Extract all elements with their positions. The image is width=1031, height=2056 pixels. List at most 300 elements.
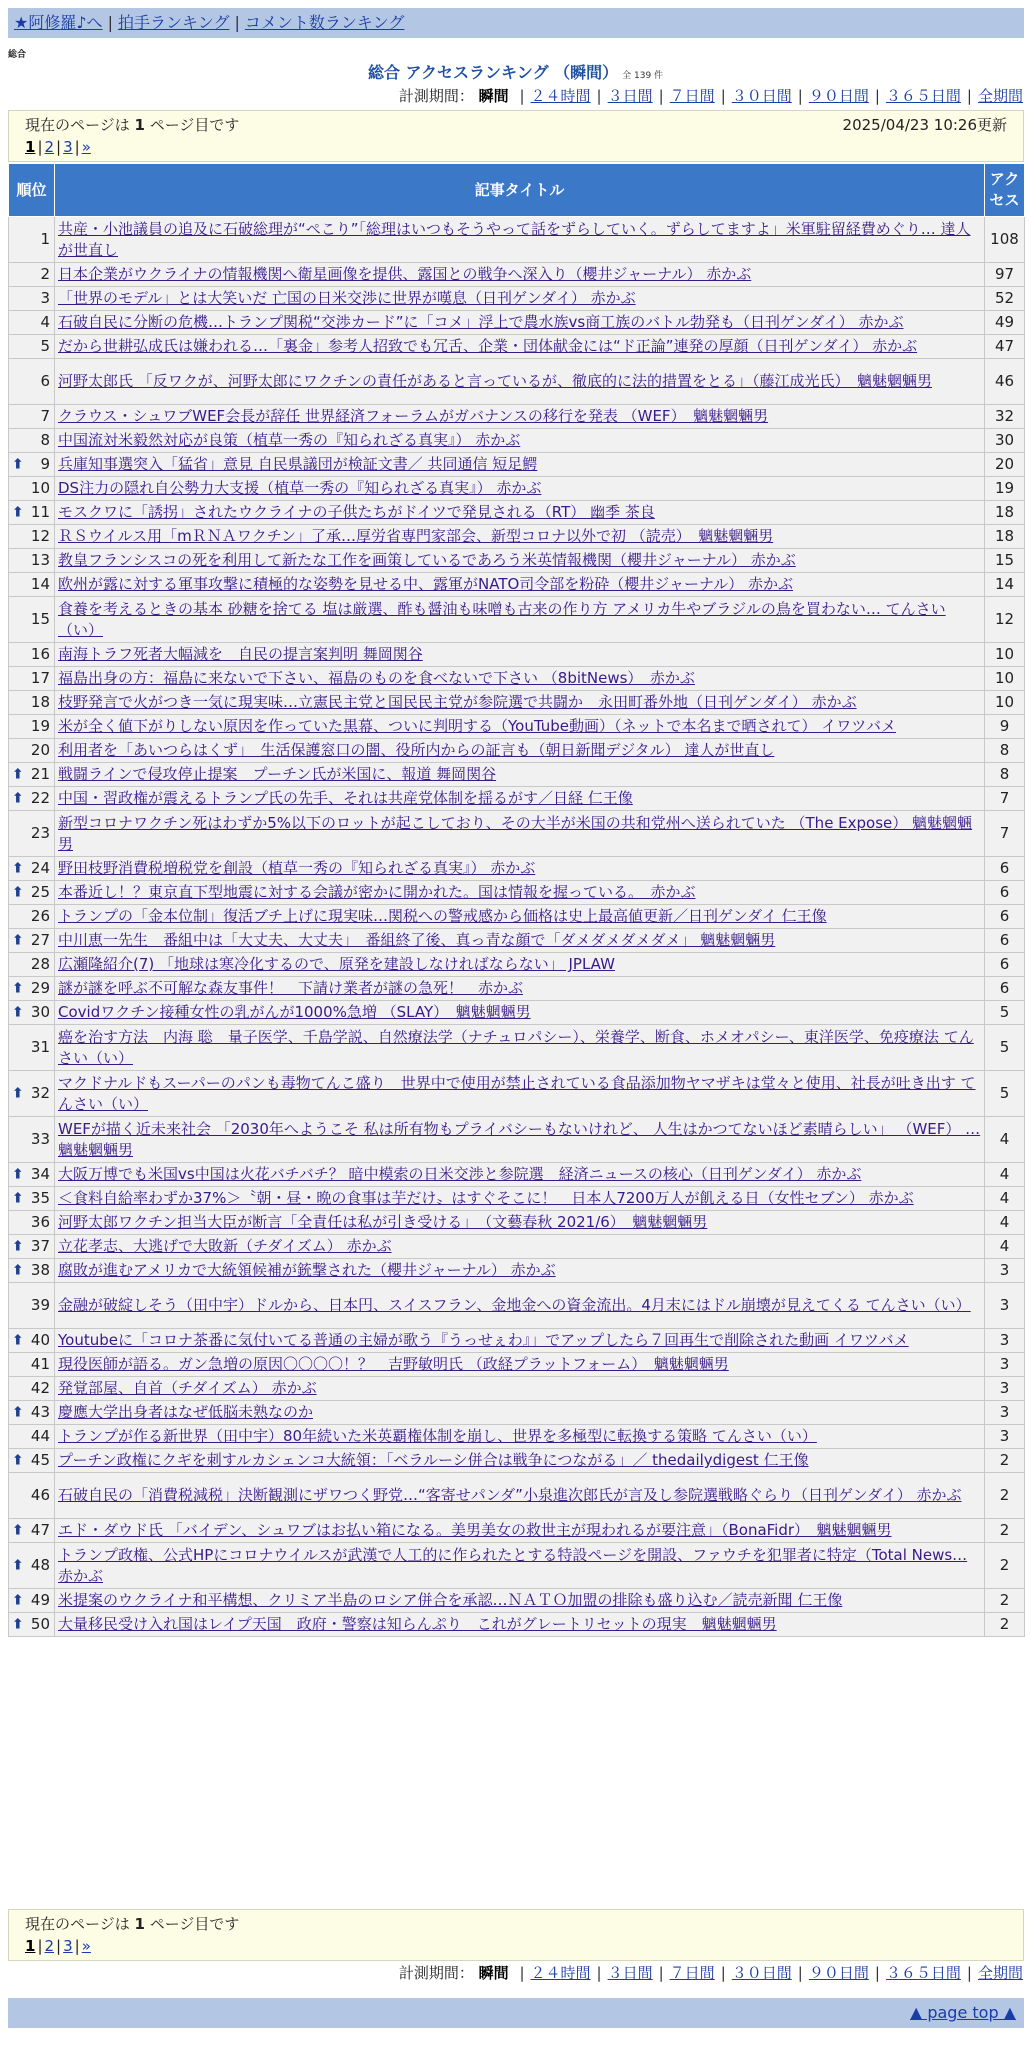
title-cell bbox=[55, 573, 985, 597]
rank-cell bbox=[9, 287, 55, 311]
article-title-link[interactable]: 教皇フランシスコの死を利用して新たな工作を画策しているであろう米英情報機関（櫻井ジャーナル） 赤かぶ bbox=[58, 551, 796, 569]
rank-cell bbox=[9, 1473, 55, 1519]
rank-cell bbox=[9, 311, 55, 335]
page-link[interactable]: 2 bbox=[44, 138, 55, 156]
article-title-link[interactable]: マクドナルドもスーパーのパンも毒物てんこ盛り 世界中で使用が禁止されている食品添加物ヤマザキは堂々と使用、社長が吐き出す てんさい（い） bbox=[58, 1073, 976, 1113]
rank-cell bbox=[9, 217, 55, 263]
rank-cell bbox=[9, 977, 55, 1001]
arrow-up-icon: ⬆ bbox=[12, 932, 24, 948]
table-row bbox=[9, 1259, 1025, 1283]
article-title-link[interactable]: 共産・小池議員の追及に石破総理が“ぺこり”「総理はいつもそうやって話をずらしていく。ずらしてますよ」米軍駐留経費めぐり… 達人が世直し bbox=[58, 219, 971, 259]
article-title-link[interactable]: エド・ダウド氏 「バイデン、シュワブはお払い箱になる。美男美女の救世主が現われるが要注意」（BonaFidr） 魑魅魍魎男 bbox=[58, 1521, 892, 1539]
rank-number: 8 bbox=[40, 431, 50, 449]
access-count: 7 bbox=[985, 811, 1025, 857]
table-row bbox=[9, 667, 1025, 691]
page-top-link[interactable]: ▲ page top ▲ bbox=[909, 2003, 1016, 2022]
access-count: 10 bbox=[985, 643, 1025, 667]
article-title-link[interactable]: 腐敗が進むアメリカで大統領候補が銃撃された（櫻井ジャーナル） 赤かぶ bbox=[58, 1261, 556, 1279]
access-count: 5 bbox=[985, 1025, 1025, 1071]
rank-number: 13 bbox=[30, 551, 50, 569]
title-cell bbox=[55, 1071, 985, 1117]
rank-cell bbox=[9, 501, 55, 525]
rank-cell bbox=[9, 715, 55, 739]
access-count: 18 bbox=[985, 525, 1025, 549]
period-link[interactable]: ９０日間 bbox=[808, 1964, 869, 1982]
pager-bottom bbox=[8, 1909, 1024, 1961]
rank-cell bbox=[9, 1001, 55, 1025]
title-cell bbox=[55, 477, 985, 501]
article-title-link[interactable]: 「世界のモデル」とは大笑いだ 亡国の日米交渉に世界が嘆息（日刊ゲンダイ） 赤かぶ bbox=[58, 289, 636, 307]
rank-number: 12 bbox=[30, 527, 50, 545]
current-page: 1 bbox=[25, 138, 36, 156]
article-title-link[interactable]: 本番近し！？東京直下型地震に対する会議が密かに開かれた。国は情報を握っている。 赤かぶ bbox=[58, 883, 696, 901]
article-title-link[interactable]: 広瀬隆紹介(7) 「地球は寒冷化するので、原発を建設しなければならない」 JPLAW bbox=[58, 955, 615, 973]
rank-cell bbox=[9, 453, 55, 477]
table-row bbox=[9, 787, 1025, 811]
period-link[interactable]: ７日間 bbox=[669, 1964, 715, 1982]
table-row bbox=[9, 953, 1025, 977]
access-count: 19 bbox=[985, 477, 1025, 501]
period-separator: | bbox=[596, 1964, 602, 1982]
rank-cell bbox=[9, 763, 55, 787]
table-row bbox=[9, 739, 1025, 763]
page-separator: | bbox=[74, 1937, 80, 1955]
article-title-link[interactable]: 日本企業がウクライナの情報機関へ衛星画像を提供、露国との戦争へ深入り（櫻井ジャーナル） 赤かぶ bbox=[58, 265, 752, 283]
rank-number: 24 bbox=[30, 859, 50, 877]
access-count: 5 bbox=[985, 1071, 1025, 1117]
bottom-bar bbox=[8, 1998, 1024, 2028]
arrow-up-icon: ⬆ bbox=[12, 860, 24, 876]
page-link[interactable]: 3 bbox=[63, 138, 73, 156]
article-title-link[interactable]: Covidワクチン接種女性の乳がんが1000%急増 （SLAY） 魑魅魍魎男 bbox=[58, 1003, 531, 1021]
article-title-link[interactable]: 立花孝志、大逃げで大敗新（チダイズム） 赤かぶ bbox=[58, 1237, 392, 1255]
access-count: 8 bbox=[985, 739, 1025, 763]
article-title-link[interactable]: 中川恵一先生 番組中は「大丈夫、大丈夫」 番組終了後、真っ青な顔で「ダメダメダメダメ」 魑魅魍魎男 bbox=[58, 931, 776, 949]
article-title-link[interactable]: 福島出身の方：福島に来ないで下さい、福島のものを食べないで下さい （8bitNews） 赤かぶ bbox=[58, 669, 695, 687]
rank-number: 33 bbox=[30, 1130, 50, 1148]
table-row bbox=[9, 643, 1025, 667]
article-title-link[interactable]: プーチン政権にクギを刺すルカシェンコ大統領：「ベラルーシ併合は戦争につながる」／ thedailydigest 仁王像 bbox=[58, 1451, 809, 1469]
period-separator: | bbox=[966, 1964, 972, 1982]
title-cell bbox=[55, 429, 985, 453]
rank-cell bbox=[9, 1187, 55, 1211]
period-link[interactable]: ３日間 bbox=[607, 87, 653, 105]
period-separator: | bbox=[720, 1964, 726, 1982]
rank-number: 18 bbox=[30, 693, 50, 711]
rank-number: 19 bbox=[30, 717, 50, 735]
rank-number: 29 bbox=[30, 979, 50, 997]
access-count: 2 bbox=[985, 1589, 1025, 1613]
title-cell bbox=[55, 881, 985, 905]
table-row bbox=[9, 1589, 1025, 1613]
access-count: 108 bbox=[985, 217, 1025, 263]
rank-number: 14 bbox=[30, 575, 50, 593]
title-cell bbox=[55, 977, 985, 1001]
rank-number: 44 bbox=[30, 1427, 50, 1445]
title-cell bbox=[55, 691, 985, 715]
table-row bbox=[9, 335, 1025, 359]
article-title-link[interactable]: Youtubeに「コロナ茶番に気付いてる普通の主婦が歌う『うっせぇわ』」でアップしたら７回再生で削除された動画 イワツバメ bbox=[58, 1331, 909, 1349]
page-link[interactable]: 2 bbox=[44, 1937, 55, 1955]
access-count: 12 bbox=[985, 597, 1025, 643]
title-cell bbox=[55, 1259, 985, 1283]
rank-number: 7 bbox=[40, 407, 50, 425]
access-count: 4 bbox=[985, 1117, 1025, 1163]
title-cell bbox=[55, 1473, 985, 1519]
arrow-up-icon: ⬆ bbox=[12, 1452, 24, 1468]
table-row bbox=[9, 429, 1025, 453]
title-cell bbox=[55, 1613, 985, 1637]
table-row bbox=[9, 1519, 1025, 1543]
article-title-link[interactable]: 癌を治す方法 内海 聡 量子医学、千島学説、自然療法学（ナチュロパシー）、栄養学、断食、ホメオパシー、東洋医学、免疫療法 てんさい（い） bbox=[58, 1027, 974, 1067]
table-row bbox=[9, 1449, 1025, 1473]
top-nav-bar bbox=[8, 8, 1024, 38]
access-count: 3 bbox=[985, 1283, 1025, 1329]
rank-number: 48 bbox=[30, 1556, 50, 1574]
table-row bbox=[9, 453, 1025, 477]
title-cell bbox=[55, 217, 985, 263]
table-row bbox=[9, 1283, 1025, 1329]
period-link[interactable]: ３０日間 bbox=[731, 87, 792, 105]
title-cell bbox=[55, 1401, 985, 1425]
title-cell bbox=[55, 1211, 985, 1235]
period-separator: | bbox=[966, 87, 972, 105]
next-page-link[interactable]: » bbox=[81, 1937, 91, 1955]
article-title-link[interactable]: DS注力の隠れ自公勢力大支援（植草一秀の『知られざる真実』） 赤かぶ bbox=[58, 479, 542, 497]
access-count: 46 bbox=[985, 359, 1025, 405]
rank-cell bbox=[9, 929, 55, 953]
article-title-link[interactable]: 大量移民受け入れ国はレイプ天国 政府・警察は知らんぷり これがグレートリセットの現実 魑魅魍魎男 bbox=[58, 1615, 777, 1633]
title-cell bbox=[55, 1589, 985, 1613]
access-count: 4 bbox=[985, 1235, 1025, 1259]
rank-number: 45 bbox=[30, 1451, 50, 1469]
table-row bbox=[9, 715, 1025, 739]
arrow-up-icon: ⬆ bbox=[12, 790, 24, 806]
table-row bbox=[9, 573, 1025, 597]
table-row bbox=[9, 405, 1025, 429]
article-title-link[interactable]: 米が全く値下がりしない原因を作っていた黒幕、ついに判明する（YouTube動画）（ネットで本名まで晒されて） イワツバメ bbox=[58, 717, 896, 735]
nav-separator: | bbox=[107, 13, 113, 32]
rank-number: 3 bbox=[40, 289, 50, 307]
article-title-link[interactable]: 利用者を「あいつらはくず」 生活保護窓口の闇、役所内からの証言も（朝日新聞デジタル） 達人が世直し bbox=[58, 741, 775, 759]
rank-cell bbox=[9, 1425, 55, 1449]
table-header-row bbox=[9, 164, 1025, 217]
arrow-up-icon: ⬆ bbox=[12, 1332, 24, 1348]
rank-cell bbox=[9, 905, 55, 929]
title-cell bbox=[55, 667, 985, 691]
article-title-link[interactable]: 河野太郎ワクチン担当大臣が断言「全責任は私が引き受ける」 （文藝春秋 2021/6） 魑魅魍魎男 bbox=[58, 1213, 708, 1231]
title-cell bbox=[55, 1449, 985, 1473]
rank-number: 35 bbox=[30, 1189, 50, 1207]
rank-number: 26 bbox=[30, 907, 50, 925]
table-row bbox=[9, 977, 1025, 1001]
rank-cell bbox=[9, 1259, 55, 1283]
period-link[interactable]: ３６５日間 bbox=[885, 87, 961, 105]
page-separator: | bbox=[74, 138, 80, 156]
rank-cell bbox=[9, 667, 55, 691]
article-title-link[interactable]: 食養を考えるときの基本 砂糖を捨てる 塩は厳選、酢も醤油も味噌も古来の作り方 アメリカ牛やブラジルの鳥を買わない… てんさい（い） bbox=[58, 599, 946, 639]
updated-timestamp: 2025/04/23 10:26更新 bbox=[842, 116, 1007, 134]
table-row bbox=[9, 359, 1025, 405]
article-title-link[interactable]: ＜食料自給率わずか37%＞〝朝・昼・晩の食事は芋だけ〟はすぐそこに！ 日本人7200万人が飢える日（女性セブン） 赤かぶ bbox=[58, 1189, 914, 1207]
title-cell bbox=[55, 1519, 985, 1543]
table-row bbox=[9, 1025, 1025, 1071]
article-title-link[interactable]: 南海トラフ死者大幅減を 自民の提言案判明 舞岡関谷 bbox=[58, 645, 423, 663]
rank-number: 30 bbox=[30, 1003, 50, 1021]
access-count: 8 bbox=[985, 763, 1025, 787]
rank-number: 36 bbox=[30, 1213, 50, 1231]
article-title-link[interactable]: 発覚部屋、自首（チダイズム） 赤かぶ bbox=[58, 1379, 317, 1397]
table-row bbox=[9, 287, 1025, 311]
title-cell bbox=[55, 1283, 985, 1329]
article-title-link[interactable]: ＲＳウイルス用「mＲＮＡワクチン」了承…厚労省専門家部会、新型コロナ以外で初 （読売） 魑魅魍魎男 bbox=[58, 527, 774, 545]
comment-ranking-link[interactable]: コメント数ランキング bbox=[244, 13, 405, 32]
table-row bbox=[9, 311, 1025, 335]
access-count: 6 bbox=[985, 929, 1025, 953]
rank-cell bbox=[9, 1353, 55, 1377]
rank-number: 40 bbox=[30, 1331, 50, 1349]
period-separator: | bbox=[874, 87, 880, 105]
title-cell bbox=[55, 763, 985, 787]
period-separator: | bbox=[797, 87, 803, 105]
access-count: 6 bbox=[985, 977, 1025, 1001]
access-count: 5 bbox=[985, 1001, 1025, 1025]
period-current: 瞬間 bbox=[478, 1964, 509, 1982]
rank-number: 20 bbox=[30, 741, 50, 759]
access-count: 97 bbox=[985, 263, 1025, 287]
rank-number: 23 bbox=[30, 824, 50, 842]
period-separator: | bbox=[797, 1964, 803, 1982]
section-label: 総合 bbox=[8, 50, 27, 60]
arrow-up-icon: ⬆ bbox=[12, 884, 24, 900]
current-page: 1 bbox=[25, 1937, 36, 1955]
title-cell bbox=[55, 1187, 985, 1211]
arrow-up-icon: ⬆ bbox=[12, 1190, 24, 1206]
title-cell bbox=[55, 1329, 985, 1353]
rank-cell bbox=[9, 1283, 55, 1329]
article-title-link[interactable]: 欧州が露に対する軍事攻撃に積極的な姿勢を見せる中、露軍がNATO司令部を粉砕（櫻井ジャーナル） 赤かぶ bbox=[58, 575, 794, 593]
period-current: 瞬間 bbox=[478, 87, 509, 105]
access-count: 4 bbox=[985, 1163, 1025, 1187]
title-cell bbox=[55, 787, 985, 811]
rank-cell bbox=[9, 1377, 55, 1401]
arrow-up-icon: ⬆ bbox=[12, 1262, 24, 1278]
arrow-up-icon: ⬆ bbox=[12, 1557, 24, 1573]
rank-cell bbox=[9, 1519, 55, 1543]
rank-cell bbox=[9, 263, 55, 287]
article-title-link[interactable]: 中国流対米毅然対応が良策（植草一秀の『知られざる真実』） 赤かぶ bbox=[58, 431, 521, 449]
rank-cell bbox=[9, 1401, 55, 1425]
rank-number: 50 bbox=[30, 1615, 50, 1633]
rank-cell bbox=[9, 1449, 55, 1473]
title-cell bbox=[55, 929, 985, 953]
article-title-link[interactable]: 枝野発言で火がつき一気に現実味…立憲民主党と国民民主党が参院選で共闘か 永田町番外地（日刊ゲンダイ） 赤かぶ bbox=[58, 693, 857, 711]
article-title-link[interactable]: 中国・習政権が震えるトランプ氏の先手、それは共産党体制を揺るがす／日経 仁王像 bbox=[58, 789, 633, 807]
rank-number: 43 bbox=[30, 1403, 50, 1421]
access-count: 3 bbox=[985, 1259, 1025, 1283]
table-row bbox=[9, 763, 1025, 787]
pager-top bbox=[8, 110, 1024, 162]
article-title-link[interactable]: 新型コロナワクチン死はわずか5%以下のロットが起こしており、その大半が米国の共和党州へ送られていた （The Expose） 魑魅魍魎男 bbox=[58, 813, 973, 853]
rank-number: 38 bbox=[30, 1261, 50, 1279]
rank-number: 1 bbox=[40, 230, 50, 248]
table-row bbox=[9, 217, 1025, 263]
rank-number: 11 bbox=[30, 503, 50, 521]
rank-cell bbox=[9, 1211, 55, 1235]
table-row bbox=[9, 811, 1025, 857]
article-title-link[interactable]: 河野太郎氏 「反ワクが、河野太郎にワクチンの責任があると言っているが、徹底的に法的措置をとる」（藤江成光氏） 魑魅魍魎男 bbox=[58, 372, 933, 390]
page-links bbox=[25, 136, 1007, 158]
article-title-link[interactable]: 米提案のウクライナ和平構想、クリミア半島のロシア併合を承認…ＮＡＴＯ加盟の排除も盛り込む／読売新聞 仁王像 bbox=[58, 1591, 843, 1609]
article-title-link[interactable]: 石破自民の「消費税減税」決断観測にザワつく野党…“客寄せパンダ”小泉進次郎氏が言及し参院選戦略ぐらり（日刊ゲンダイ） 赤かぶ bbox=[58, 1486, 962, 1504]
table-row bbox=[9, 905, 1025, 929]
article-title-link[interactable]: トランプの「金本位制」復活ブチ上げに現実味…関税への警戒感から価格は史上最高値更新／日刊ゲンダイ 仁王像 bbox=[58, 907, 827, 925]
table-row bbox=[9, 691, 1025, 715]
article-title-link[interactable]: だから世耕弘成氏は嫌われる…「裏金」参考人招致でも冗舌、企業・団体献金には“ド正論”連発の厚顔（日刊ゲンダイ） 赤かぶ bbox=[58, 337, 918, 355]
article-title-link[interactable]: 慶應大学出身者はなぜ低脳未熟なのか bbox=[58, 1403, 314, 1421]
article-title-link[interactable]: 金融が破綻しそう（田中宇）ドルから、日本円、スイスフラン、金地金への資金流出。4月末にはドル崩壊が見えてくる てんさい（い） bbox=[58, 1296, 971, 1314]
access-count: 4 bbox=[985, 1187, 1025, 1211]
access-count: 30 bbox=[985, 429, 1025, 453]
title-cell bbox=[55, 715, 985, 739]
title-cell bbox=[55, 1163, 985, 1187]
table-row bbox=[9, 1473, 1025, 1519]
arrow-up-icon: ⬆ bbox=[12, 1616, 24, 1632]
table-row bbox=[9, 501, 1025, 525]
rank-cell bbox=[9, 857, 55, 881]
rank-cell bbox=[9, 335, 55, 359]
title-cell bbox=[55, 359, 985, 405]
table-row bbox=[9, 881, 1025, 905]
next-page-link[interactable]: » bbox=[81, 138, 91, 156]
rank-cell bbox=[9, 881, 55, 905]
rank-number: 9 bbox=[40, 455, 50, 473]
article-title-link[interactable]: WEFが描く近未来社会 「2030年へようこそ 私は所有物もプライバシーもないけれど、 人生はかつてないほど素晴らしい」 （WEF） … 魑魅魍魎男 bbox=[58, 1119, 981, 1159]
rank-cell bbox=[9, 1329, 55, 1353]
rank-number: 2 bbox=[40, 265, 50, 283]
period-link[interactable]: ２４時間 bbox=[530, 87, 591, 105]
rank-number: 42 bbox=[30, 1379, 50, 1397]
title-cell bbox=[55, 739, 985, 763]
period-selector-top bbox=[399, 85, 1023, 107]
access-count: 14 bbox=[985, 573, 1025, 597]
article-title-link[interactable]: クラウス・シュワブWEF会長が辞任 世界経済フォーラムがガバナンスの移行を発表 （WEF） 魑魅魍魎男 bbox=[58, 407, 769, 425]
period-link[interactable]: 全期間 bbox=[977, 1964, 1023, 1982]
access-count: 2 bbox=[985, 1449, 1025, 1473]
title-cell bbox=[55, 287, 985, 311]
period-link[interactable]: 全期間 bbox=[977, 87, 1023, 105]
rank-header: 順位 bbox=[9, 164, 55, 217]
arrow-up-icon: ⬆ bbox=[12, 1238, 24, 1254]
table-row bbox=[9, 1117, 1025, 1163]
access-count: 6 bbox=[985, 881, 1025, 905]
table-row bbox=[9, 1329, 1025, 1353]
access-count: 3 bbox=[985, 1401, 1025, 1425]
article-title-link[interactable]: モスクワに「誘拐」されたウクライナの子供たちがドイツで発見される（RT） 幽季 茶良 bbox=[58, 503, 655, 521]
article-title-link[interactable]: 石破自民に分断の危機…トランプ関税“交渉カード”に「コメ」浮上で農水族vs商工族のバトル勃発も（日刊ゲンダイ） 赤かぶ bbox=[58, 313, 904, 331]
rank-number: 39 bbox=[30, 1296, 50, 1314]
rank-number: 4 bbox=[40, 313, 50, 331]
period-link[interactable]: ３日間 bbox=[607, 1964, 653, 1982]
page-separator: | bbox=[56, 138, 62, 156]
rank-cell bbox=[9, 359, 55, 405]
period-link[interactable]: ７日間 bbox=[669, 87, 715, 105]
article-title-link[interactable]: 謎が謎を呼ぶ不可解な森友事件！ 下請け業者が謎の急死！ 赤かぶ bbox=[58, 979, 524, 997]
rank-number: 28 bbox=[30, 955, 50, 973]
rank-number: 5 bbox=[40, 337, 50, 355]
page-link[interactable]: 3 bbox=[63, 1937, 73, 1955]
access-count: 52 bbox=[985, 287, 1025, 311]
table-row bbox=[9, 1071, 1025, 1117]
access-count: 6 bbox=[985, 953, 1025, 977]
access-count: 47 bbox=[985, 335, 1025, 359]
page-heading bbox=[0, 62, 1031, 87]
table-row bbox=[9, 597, 1025, 643]
rank-number: 34 bbox=[30, 1165, 50, 1183]
title-cell bbox=[55, 1543, 985, 1589]
title-cell bbox=[55, 953, 985, 977]
title-cell bbox=[55, 501, 985, 525]
rank-number: 32 bbox=[30, 1084, 50, 1102]
rank-cell bbox=[9, 811, 55, 857]
access-count: 10 bbox=[985, 691, 1025, 715]
table-row bbox=[9, 1163, 1025, 1187]
title-cell bbox=[55, 1425, 985, 1449]
title-cell bbox=[55, 597, 985, 643]
title-header: 記事タイトル bbox=[55, 164, 985, 217]
access-count: 3 bbox=[985, 1329, 1025, 1353]
period-separator: | bbox=[658, 87, 664, 105]
article-title-link[interactable]: トランプが作る新世界（田中宇）80年続いた米英覇権体制を崩し、世界を多極型に転換する策略 てんさい（い） bbox=[58, 1427, 817, 1445]
rank-cell bbox=[9, 1589, 55, 1613]
title-cell bbox=[55, 311, 985, 335]
article-title-link[interactable]: 戦闘ラインで侵攻停止提案 プーチン氏が米国に、報道 舞岡関谷 bbox=[58, 765, 497, 783]
table-row bbox=[9, 1401, 1025, 1425]
applause-ranking-link[interactable]: 拍手ランキング bbox=[117, 13, 230, 32]
rank-number: 47 bbox=[30, 1521, 50, 1539]
access-count: 3 bbox=[985, 1377, 1025, 1401]
arrow-up-icon: ⬆ bbox=[12, 1166, 24, 1182]
access-count: 4 bbox=[985, 1211, 1025, 1235]
article-title-link[interactable]: 現役医師が語る。ガン急増の原因〇〇〇〇！？ 吉野敏明氏 （政経プラットフォーム） 魑魅魍魎男 bbox=[58, 1355, 729, 1373]
period-link[interactable]: ３６５日間 bbox=[885, 1964, 961, 1982]
rank-number: 16 bbox=[30, 645, 50, 663]
page-status: 現在のページは 1 ページ目です bbox=[25, 1915, 240, 1933]
period-link[interactable]: ９０日間 bbox=[808, 87, 869, 105]
period-label: 計測期間： bbox=[398, 87, 474, 105]
arrow-up-icon: ⬆ bbox=[12, 1522, 24, 1538]
article-title-link[interactable]: 野田枝野消費税増税党を創設（植草一秀の『知られざる真実』） 赤かぶ bbox=[58, 859, 536, 877]
period-link[interactable]: ３０日間 bbox=[731, 1964, 792, 1982]
rank-number: 37 bbox=[30, 1237, 50, 1255]
period-separator: | bbox=[596, 87, 602, 105]
home-link[interactable]: ★阿修羅♪へ bbox=[14, 13, 103, 32]
ranking-table-body bbox=[9, 217, 1025, 1637]
period-selector-bottom bbox=[399, 1962, 1023, 1984]
page-separator: | bbox=[37, 138, 43, 156]
article-title-link[interactable]: 兵庫知事選突入「猛省」意見 自民県議団が検証文書／ 共同通信 短足鰐 bbox=[58, 455, 538, 473]
article-title-link[interactable]: トランプ政権、公式HPにコロナウイルスが武漢で人工的に作られたとする特設ページを開設、ファウチを犯罪者に特定（Total News… 赤かぶ bbox=[58, 1545, 968, 1585]
access-count: 6 bbox=[985, 905, 1025, 929]
rank-number: 49 bbox=[30, 1591, 50, 1609]
period-separator: | bbox=[519, 87, 525, 105]
title-cell bbox=[55, 335, 985, 359]
rank-cell bbox=[9, 405, 55, 429]
rank-number: 31 bbox=[30, 1038, 50, 1056]
article-title-link[interactable]: 大阪万博でも米国vs中国は火花バチバチ？ 暗中模索の日米交渉と参院選 経済ニュースの核心（日刊ゲンダイ） 赤かぶ bbox=[58, 1165, 862, 1183]
item-count: 全 139 件 bbox=[622, 71, 664, 81]
period-link[interactable]: ２４時間 bbox=[530, 1964, 591, 1982]
